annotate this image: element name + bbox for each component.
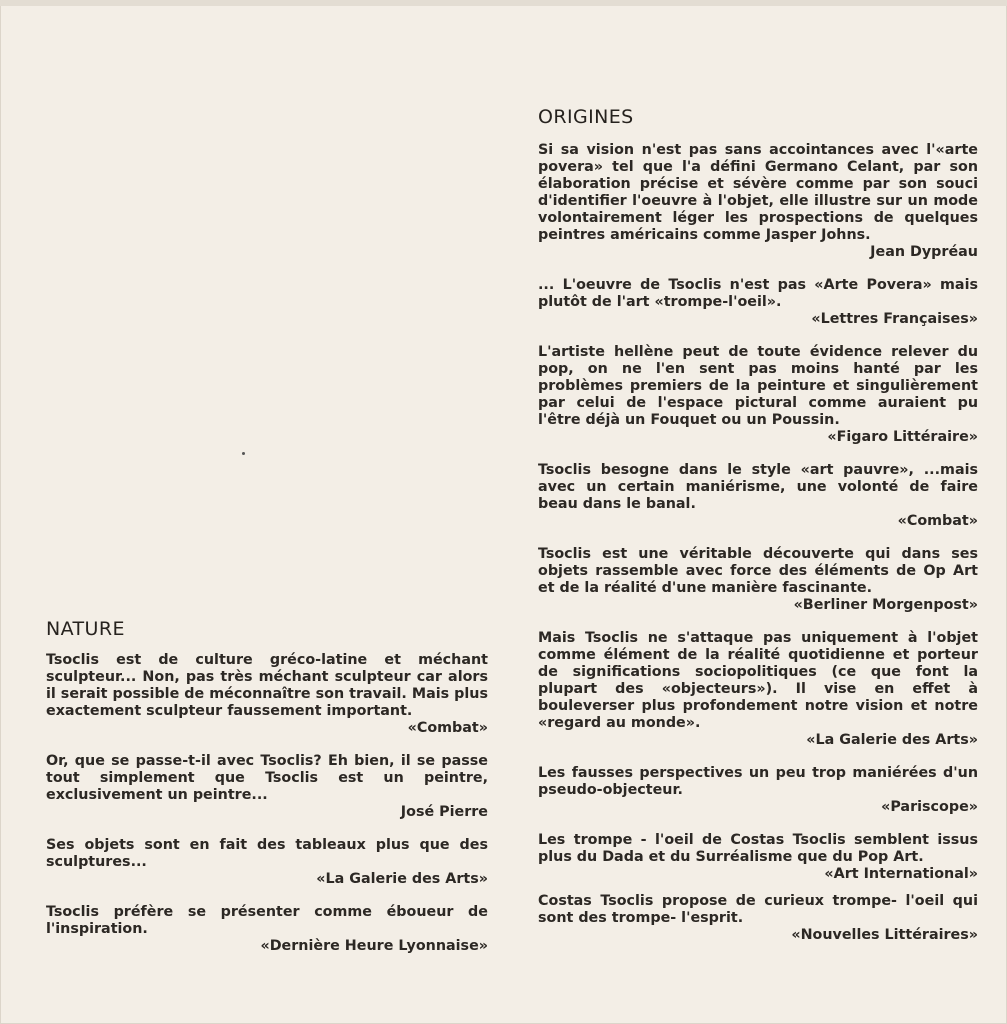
quote-source: «Pariscope» [881, 799, 978, 815]
quote-block [46, 652, 488, 737]
paper-speck [242, 452, 245, 455]
quote-text: Mais Tsoclis ne s'attaque pas uniquement à l'objet comme élément de la réalité quotidienne et porteur de significations sociopolitiques (ce que font la plupart des «objecteurs»). Il vise en effet à bouleverser plus profondement notre vision et notre «regard au monde». [538, 630, 978, 731]
quote-source: «La Galerie des Arts» [806, 732, 978, 748]
quote-source: «Combat» [407, 720, 488, 736]
quote-source: Jean Dypréau [870, 244, 978, 260]
quote-block [538, 630, 978, 749]
quote-source: «Art International» [824, 866, 978, 882]
quote-text: Tsoclis est de culture gréco-latine et méchant sculpteur... Non, pas très méchant sculpteur car alors il serait possible de méconnaître son travail. Mais plus exactement sculpteur faussement important. [46, 652, 488, 719]
quote-text: Tsoclis besogne dans le style «art pauvre», ...mais avec un certain maniérisme, une volonté de faire beau dans le banal. [538, 462, 978, 512]
quote-block [46, 753, 488, 821]
quote-block [538, 344, 978, 446]
quote-block [538, 462, 978, 530]
quote-block [538, 765, 978, 816]
quote-block [538, 832, 978, 883]
page-top-edge [0, 0, 1007, 6]
quote-text: Tsoclis est une véritable découverte qui dans ses objets rassemble avec force des éléments de Op Art et de la réalité d'une manière fascinante. [538, 546, 978, 596]
quote-text: Or, que se passe-t-il avec Tsoclis? Eh bien, il se passe tout simplement que Tsoclis est un peintre, exclusivement un peintre... [46, 753, 488, 803]
quote-text: Les fausses perspectives un peu trop maniérées d'un pseudo-objecteur. [538, 765, 978, 798]
quote-source: «La Galerie des Arts» [316, 871, 488, 887]
quote-block [46, 837, 488, 888]
quote-block [538, 893, 978, 944]
quote-text: ... L'oeuvre de Tsoclis n'est pas «Arte Povera» mais plutôt de l'art «trompe-l'oeil». [538, 277, 978, 310]
quote-block [538, 546, 978, 614]
quote-text: Si sa vision n'est pas sans accointances avec l'«arte povera» tel que l'a défini Germano Celant, par son élaboration précise et sévère comme par son souci d'identifier l'oeuvre à l'objet, elle illustre sur un mode volontairement léger les prospections de quelques peintres américains comme Jasper Johns. [538, 142, 978, 243]
quote-text: Costas Tsoclis propose de curieux trompe- l'oeil qui sont des trompe- l'esprit. [538, 893, 978, 926]
quote-text: Les trompe - l'oeil de Costas Tsoclis semblent issus plus du Dada et du Surréalisme que du Pop Art. [538, 832, 978, 865]
nature-section [46, 618, 488, 971]
quote-source: «Figaro Littéraire» [827, 429, 978, 445]
origines-section [538, 106, 978, 960]
quote-source: «Dernière Heure Lyonnaise» [260, 938, 488, 954]
quote-source: «Nouvelles Littéraires» [791, 927, 978, 943]
quote-block [538, 277, 978, 328]
quote-source: José Pierre [400, 804, 488, 820]
quote-block [538, 142, 978, 261]
quote-text: Tsoclis préfère se présenter comme éboueur de l'inspiration. [46, 904, 488, 937]
quote-block [46, 904, 488, 955]
quote-source: «Berliner Morgenpost» [793, 597, 978, 613]
quote-text: Ses objets sont en fait des tableaux plus que des sculptures... [46, 837, 488, 870]
nature-heading: NATURE [46, 618, 125, 640]
quote-source: «Combat» [897, 513, 978, 529]
quote-source: «Lettres Françaises» [811, 311, 978, 327]
quote-text: L'artiste hellène peut de toute évidence relever du pop, on ne l'en sent pas moins hanté par les problèmes premiers de la peinture et singulièrement par celui de l'espace pictural comme auraient pu l'être déjà un Fouquet ou un Poussin. [538, 344, 978, 428]
origines-heading: ORIGINES [538, 106, 634, 128]
